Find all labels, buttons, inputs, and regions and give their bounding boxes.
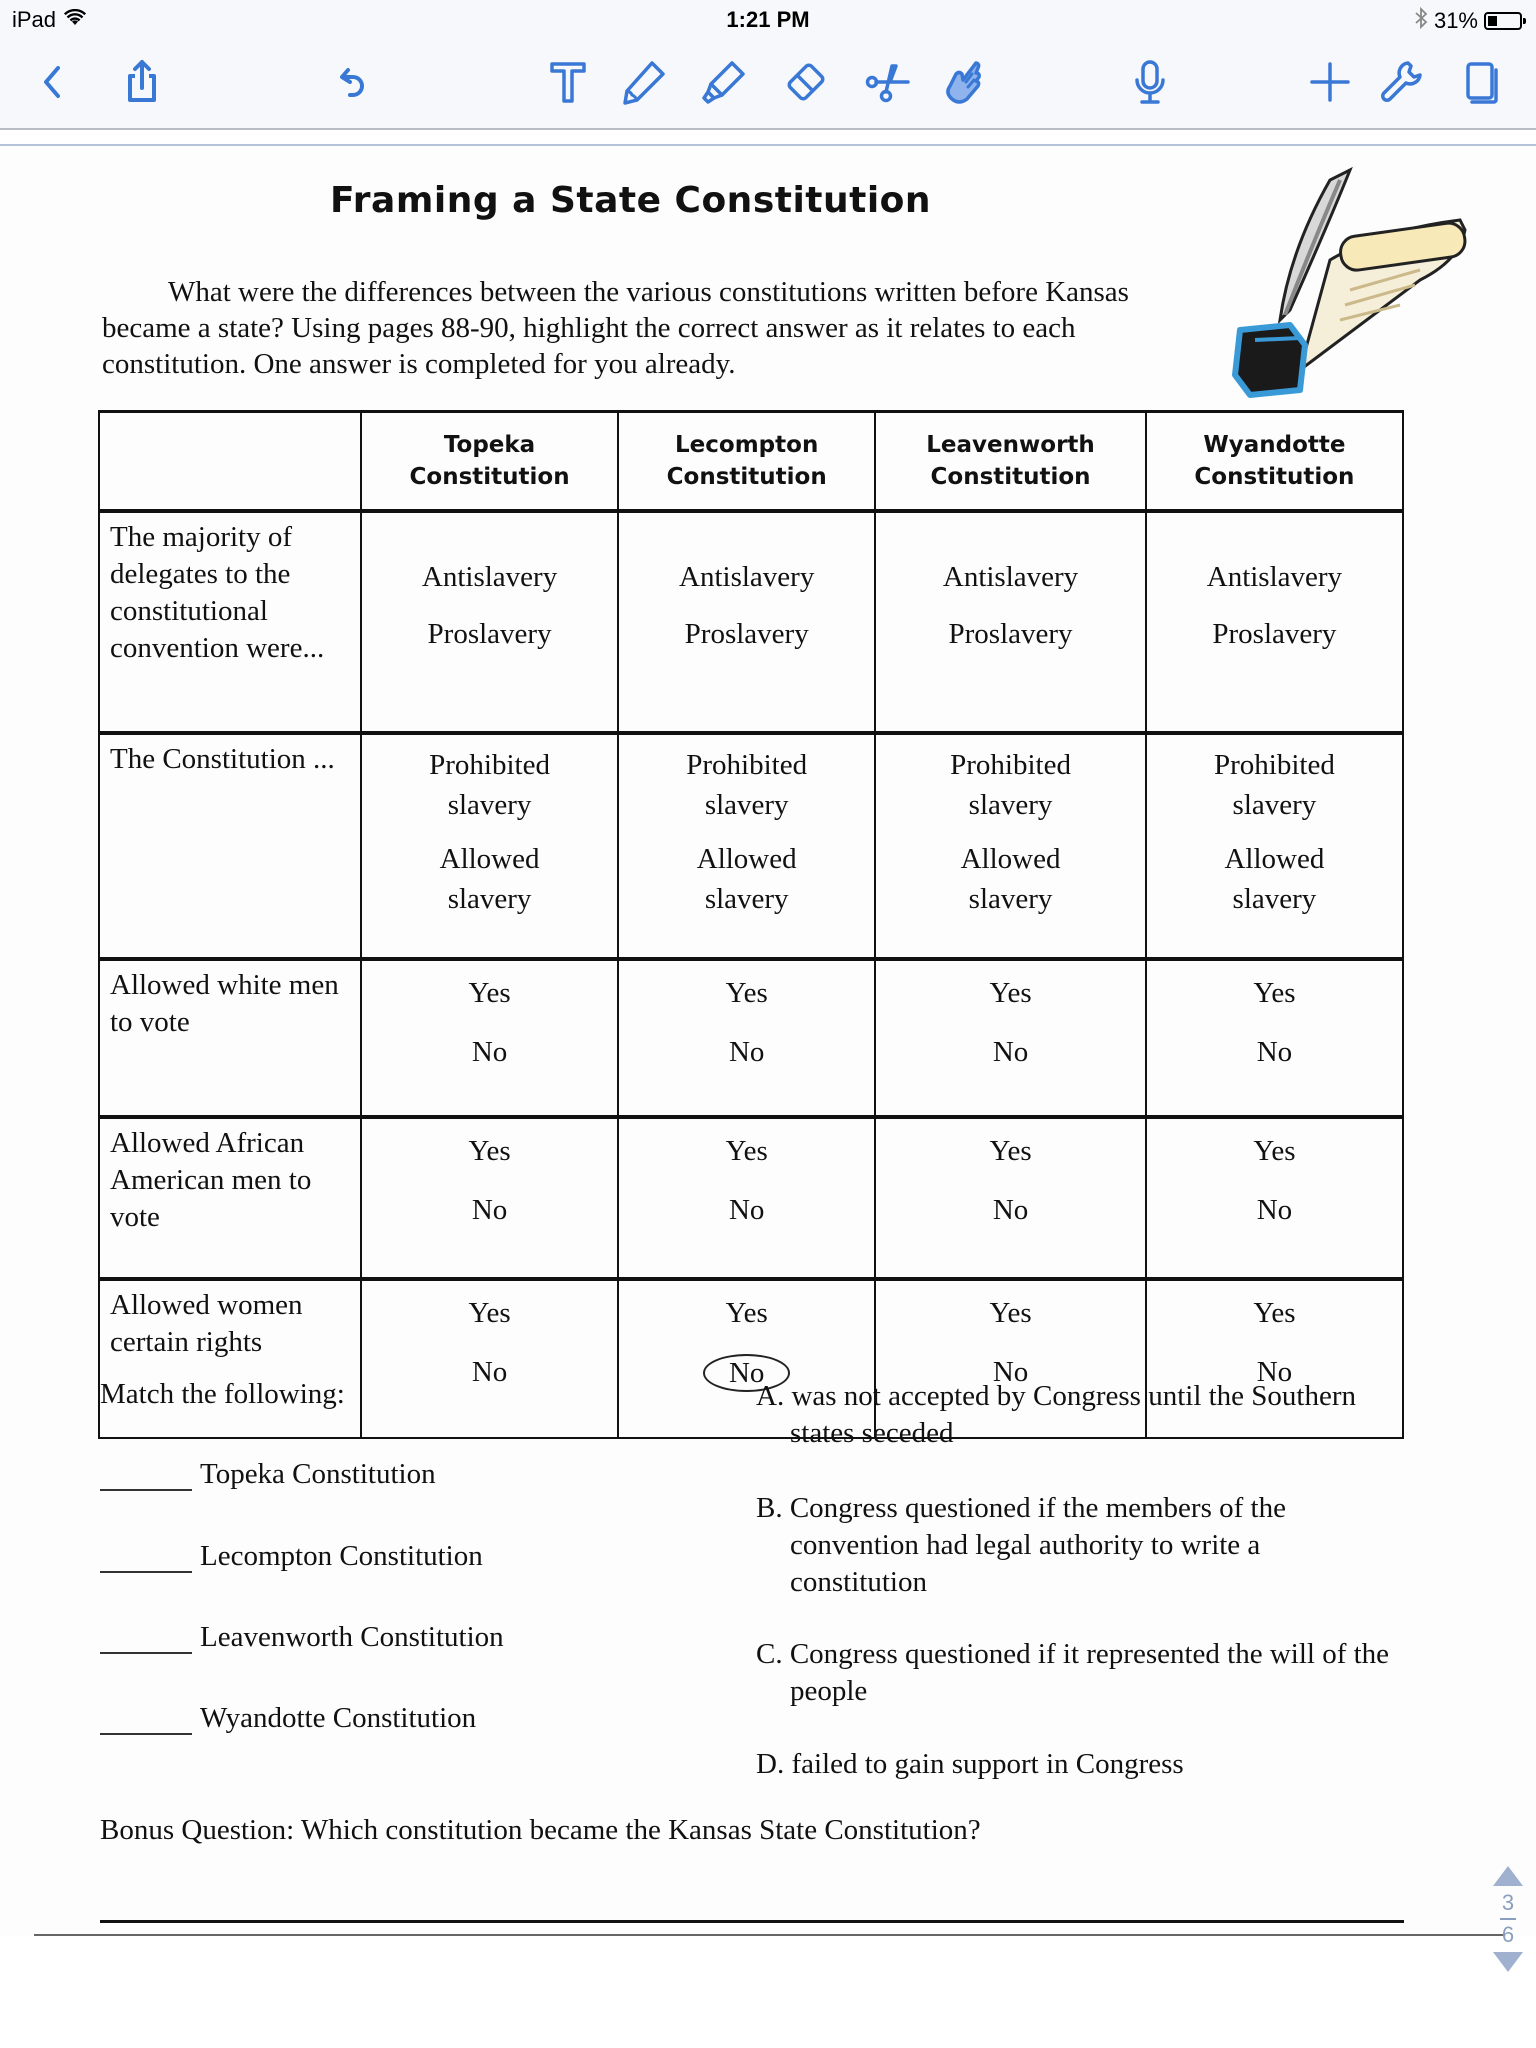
device-name: iPad [12, 7, 57, 32]
answer-option[interactable]: No [992, 1356, 1029, 1388]
row-label: The Constitution ... [99, 733, 361, 959]
pen-tool-button[interactable] [616, 54, 672, 110]
microphone-button[interactable] [1122, 54, 1178, 110]
eraser-icon [782, 58, 830, 106]
answer-option[interactable]: No [1256, 1036, 1293, 1068]
undo-button[interactable] [326, 54, 382, 110]
answer-cell [618, 511, 875, 733]
status-bar [0, 0, 1536, 40]
quill-scroll-illustration [1180, 160, 1480, 400]
answer-option[interactable]: No [728, 1194, 765, 1226]
answer-option[interactable]: Yes [989, 1297, 1032, 1329]
eraser-tool-button[interactable] [778, 54, 834, 110]
answer-option[interactable]: Allowed slavery [1224, 843, 1325, 915]
table-header-row [99, 412, 1403, 512]
answer-cell [361, 733, 618, 959]
current-page-number: 3 [1501, 1890, 1515, 1915]
table-row [99, 511, 1403, 733]
hand-tool-button[interactable] [932, 54, 988, 110]
add-button[interactable] [1302, 54, 1358, 110]
answer-option[interactable]: Prohibited slavery [686, 749, 808, 821]
answer-option[interactable]: Prohibited slavery [950, 749, 1071, 821]
document-title: Framing a State Constitution [330, 180, 932, 221]
match-answer-text: D. failed to gain support in Congress [756, 1748, 1184, 1780]
match-item [100, 1702, 476, 1735]
match-item-label: Leavenworth Constitution [200, 1621, 504, 1653]
battery-icon [1484, 12, 1522, 30]
answer-option[interactable]: Yes [1253, 1297, 1296, 1329]
answer-cell [875, 733, 1146, 959]
answer-option[interactable]: Yes [468, 1297, 511, 1329]
pages-button[interactable] [1452, 54, 1508, 110]
table-row [99, 733, 1403, 959]
match-answer-option [756, 1746, 1396, 1783]
answer-cell [875, 511, 1146, 733]
bluetooth-icon [1414, 7, 1428, 35]
match-item-label: Wyandotte Constitution [200, 1702, 477, 1734]
answer-option[interactable]: Antislavery [1206, 561, 1343, 593]
match-answer-option [756, 1490, 1396, 1601]
pages-icon [1456, 58, 1504, 106]
answer-cell [1146, 1117, 1403, 1279]
answer-option[interactable]: Yes [725, 977, 768, 1009]
match-blank-field[interactable] [100, 1547, 192, 1573]
table-corner-cell [99, 412, 361, 512]
chevron-left-icon [28, 58, 76, 106]
highlighter-tool-button[interactable] [696, 54, 752, 110]
match-answer-text: C. Congress questioned if it represented the will of the people [756, 1638, 1390, 1707]
settings-button[interactable] [1374, 54, 1430, 110]
answer-option[interactable]: Yes [725, 1297, 768, 1329]
answer-option[interactable]: Prohibited slavery [1213, 749, 1335, 821]
answer-cell [618, 733, 875, 959]
microphone-icon [1126, 58, 1174, 106]
match-item-label: Lecompton Constitution [200, 1540, 483, 1572]
instructions-paragraph [102, 274, 1172, 382]
plus-icon [1306, 58, 1354, 106]
match-blank-field[interactable] [100, 1709, 192, 1735]
page-edge [34, 1934, 1504, 1936]
undo-icon [330, 58, 378, 106]
bonus-question: Bonus Question: Which constitution became the Kansas State Constitution? [100, 1814, 981, 1846]
total-pages: 6 [1501, 1922, 1515, 1947]
share-icon [118, 58, 166, 106]
wrench-icon [1378, 58, 1426, 106]
table-row [99, 1117, 1403, 1279]
answer-option[interactable]: No [992, 1036, 1029, 1068]
match-title: Match the following: [100, 1378, 345, 1410]
answer-option[interactable]: Yes [468, 1135, 511, 1167]
constitution-comparison-table [98, 410, 1404, 1439]
pencil-icon [620, 58, 668, 106]
text-tool-button[interactable] [540, 54, 596, 110]
page-divider [1500, 1918, 1516, 1920]
hand-pointer-icon [936, 58, 984, 106]
scissors-icon [864, 58, 912, 106]
next-page-button[interactable] [1493, 1952, 1523, 1972]
answer-cell [361, 1279, 618, 1438]
answer-option[interactable]: No [728, 1036, 765, 1068]
answer-option[interactable]: Prohibited slavery [429, 749, 550, 821]
previous-page-button[interactable] [1493, 1866, 1523, 1886]
match-item [100, 1621, 504, 1654]
answer-option[interactable]: Allowed slavery [439, 843, 540, 915]
answer-cell [361, 1117, 618, 1279]
row-label: The majority of delegates to the constitutional convention were... [99, 511, 361, 733]
answer-option[interactable]: Proslavery [427, 618, 552, 650]
row-label: Allowed African American men to vote [99, 1117, 361, 1279]
match-item [100, 1458, 436, 1491]
answer-option[interactable]: Yes [989, 1135, 1032, 1167]
answer-option[interactable]: Yes [1253, 977, 1296, 1009]
answer-option[interactable]: No [471, 1036, 508, 1068]
row-label: Allowed white men to vote [99, 959, 361, 1117]
answer-option[interactable]: Allowed slavery [960, 843, 1061, 915]
clock: 1:21 PM [726, 7, 810, 32]
answer-cell [875, 959, 1146, 1117]
answer-option[interactable]: Antislavery [421, 561, 558, 593]
match-blank-field[interactable] [100, 1465, 192, 1491]
answer-cell [361, 959, 618, 1117]
answer-cell [361, 511, 618, 733]
answer-option[interactable]: Allowed slavery [696, 843, 797, 915]
highlighter-icon [700, 58, 748, 106]
answer-option[interactable]: Antislavery [942, 561, 1079, 593]
column-header-leavenworth: Leavenworth Constitution [875, 412, 1146, 512]
match-answer-option [756, 1636, 1396, 1710]
answer-option[interactable]: Yes [989, 977, 1032, 1009]
row-label: Allowed women certain rights [99, 1279, 361, 1438]
match-answer-option [756, 1378, 1396, 1452]
scissors-tool-button[interactable] [860, 54, 916, 110]
instructions-text: What were the differences between the various constitutions written before Kansas became a state? Using pages 88-90, highlight the correct answer as it relates to each constitution. One answer is completed for you already. [102, 276, 1129, 380]
column-header-wyandotte: Wyandotte Constitution [1146, 412, 1403, 512]
back-button[interactable] [24, 54, 80, 110]
answer-option[interactable]: Yes [468, 977, 511, 1009]
answer-option[interactable]: No [1256, 1356, 1293, 1388]
answer-option[interactable]: Proslavery [1212, 618, 1337, 650]
answer-option[interactable]: No [471, 1194, 508, 1226]
answer-option[interactable]: Antislavery [679, 561, 815, 593]
answer-cell [1146, 733, 1403, 959]
answer-option[interactable]: Proslavery [684, 618, 809, 650]
column-header-lecompton: Lecompton Constitution [618, 412, 875, 512]
answer-option[interactable]: Yes [1253, 1135, 1296, 1167]
text-icon [544, 58, 592, 106]
answer-option[interactable]: No [471, 1356, 508, 1388]
answer-option[interactable]: No [1256, 1194, 1293, 1226]
answer-option[interactable]: Yes [725, 1135, 768, 1167]
answer-cell [875, 1117, 1146, 1279]
answer-cell [1146, 511, 1403, 733]
answer-cell [1146, 959, 1403, 1117]
answer-cell [618, 959, 875, 1117]
battery-percent: 31% [1433, 8, 1478, 33]
match-item-label: Topeka Constitution [200, 1458, 436, 1490]
table-row [99, 959, 1403, 1117]
column-header-topeka: Topeka Constitution [361, 412, 618, 512]
share-button[interactable] [114, 54, 170, 110]
match-item [100, 1540, 483, 1573]
match-answer-text: B. Congress questioned if the members of the convention had legal authority to write a constitution [756, 1492, 1286, 1598]
bonus-answer-line[interactable] [100, 1920, 1404, 1923]
match-answer-text: A. was not accepted by Congress until the Southern states seceded [756, 1380, 1357, 1449]
answer-cell [618, 1117, 875, 1279]
annotation-toolbar [0, 40, 1536, 130]
page-navigator [1488, 1866, 1528, 1972]
match-blank-field[interactable] [100, 1628, 192, 1654]
answer-option[interactable]: Proslavery [948, 618, 1073, 650]
circled-answer: No [703, 1354, 790, 1392]
answer-option[interactable]: No [992, 1194, 1029, 1226]
